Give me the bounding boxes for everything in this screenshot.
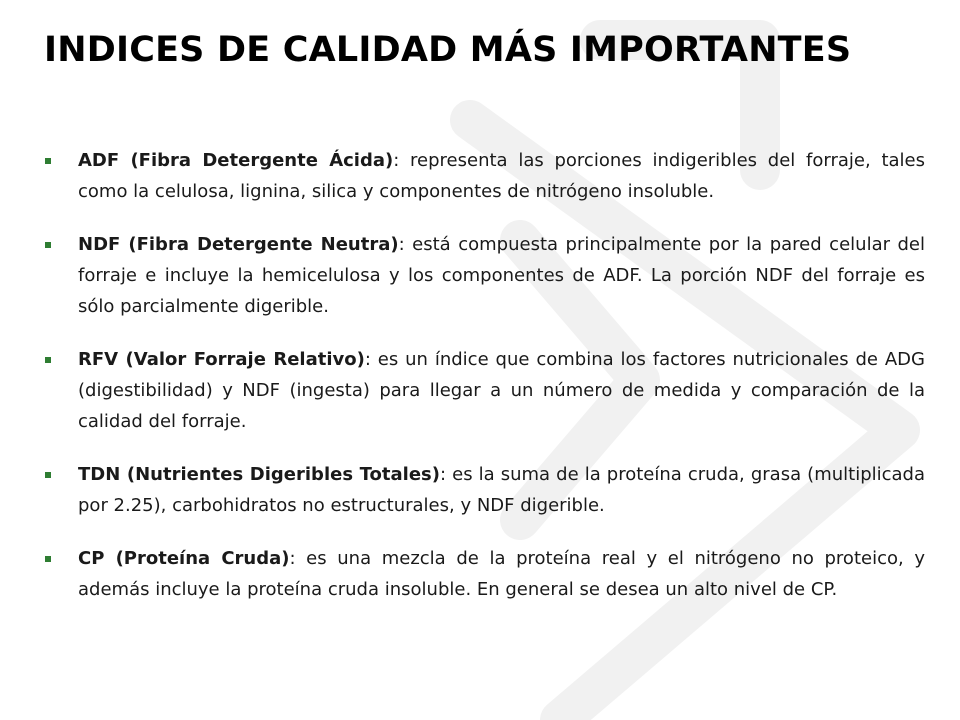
bullet-list bbox=[45, 145, 925, 605]
bullet-definition: : es la suma de la proteína cruda, grasa (multiplicada por 2.25), carbohidratos no estructurales, y NDF digerible. bbox=[78, 464, 925, 516]
bullet-item-tdn bbox=[45, 459, 925, 521]
bullet-term: NDF (Fibra Detergente Neutra) bbox=[78, 234, 399, 255]
bullet-item-rfv bbox=[45, 344, 925, 437]
bullet-term: TDN (Nutrientes Digeribles Totales) bbox=[78, 464, 440, 485]
square-bullet-icon bbox=[45, 158, 51, 164]
bullet-item-cp bbox=[45, 543, 925, 605]
bullet-definition: : es una mezcla de la proteína real y el nitrógeno no proteico, y además incluye la proteína cruda insoluble. En general se desea un alto nivel de CP. bbox=[78, 548, 925, 600]
square-bullet-icon bbox=[45, 242, 51, 248]
square-bullet-icon bbox=[45, 472, 51, 478]
bullet-definition: : está compuesta principalmente por la pared celular del forraje e incluye la hemicelulosa y los componentes de ADF. La porción NDF del forraje es sólo parcialmente digerible. bbox=[78, 234, 926, 317]
bullet-item-ndf bbox=[45, 229, 925, 322]
square-bullet-icon bbox=[45, 357, 51, 363]
slide-title: INDICES DE CALIDAD MÁS IMPORTANTES bbox=[44, 30, 852, 70]
bullet-term: RFV (Valor Forraje Relativo) bbox=[78, 349, 365, 370]
bullet-item-adf bbox=[45, 145, 925, 207]
square-bullet-icon bbox=[45, 556, 51, 562]
bullet-definition: : es un índice que combina los factores nutricionales de ADG (digestibilidad) y NDF (ingesta) para llegar a un número de medida y comparación de la calidad del forraje. bbox=[78, 349, 925, 432]
bullet-definition: : representa las porciones indigeribles del forraje, tales como la celulosa, lignina, silica y componentes de nitrógeno insoluble. bbox=[78, 150, 926, 202]
bullet-term: CP (Proteína Cruda) bbox=[78, 548, 290, 569]
bullet-term: ADF (Fibra Detergente Ácida) bbox=[78, 150, 394, 171]
